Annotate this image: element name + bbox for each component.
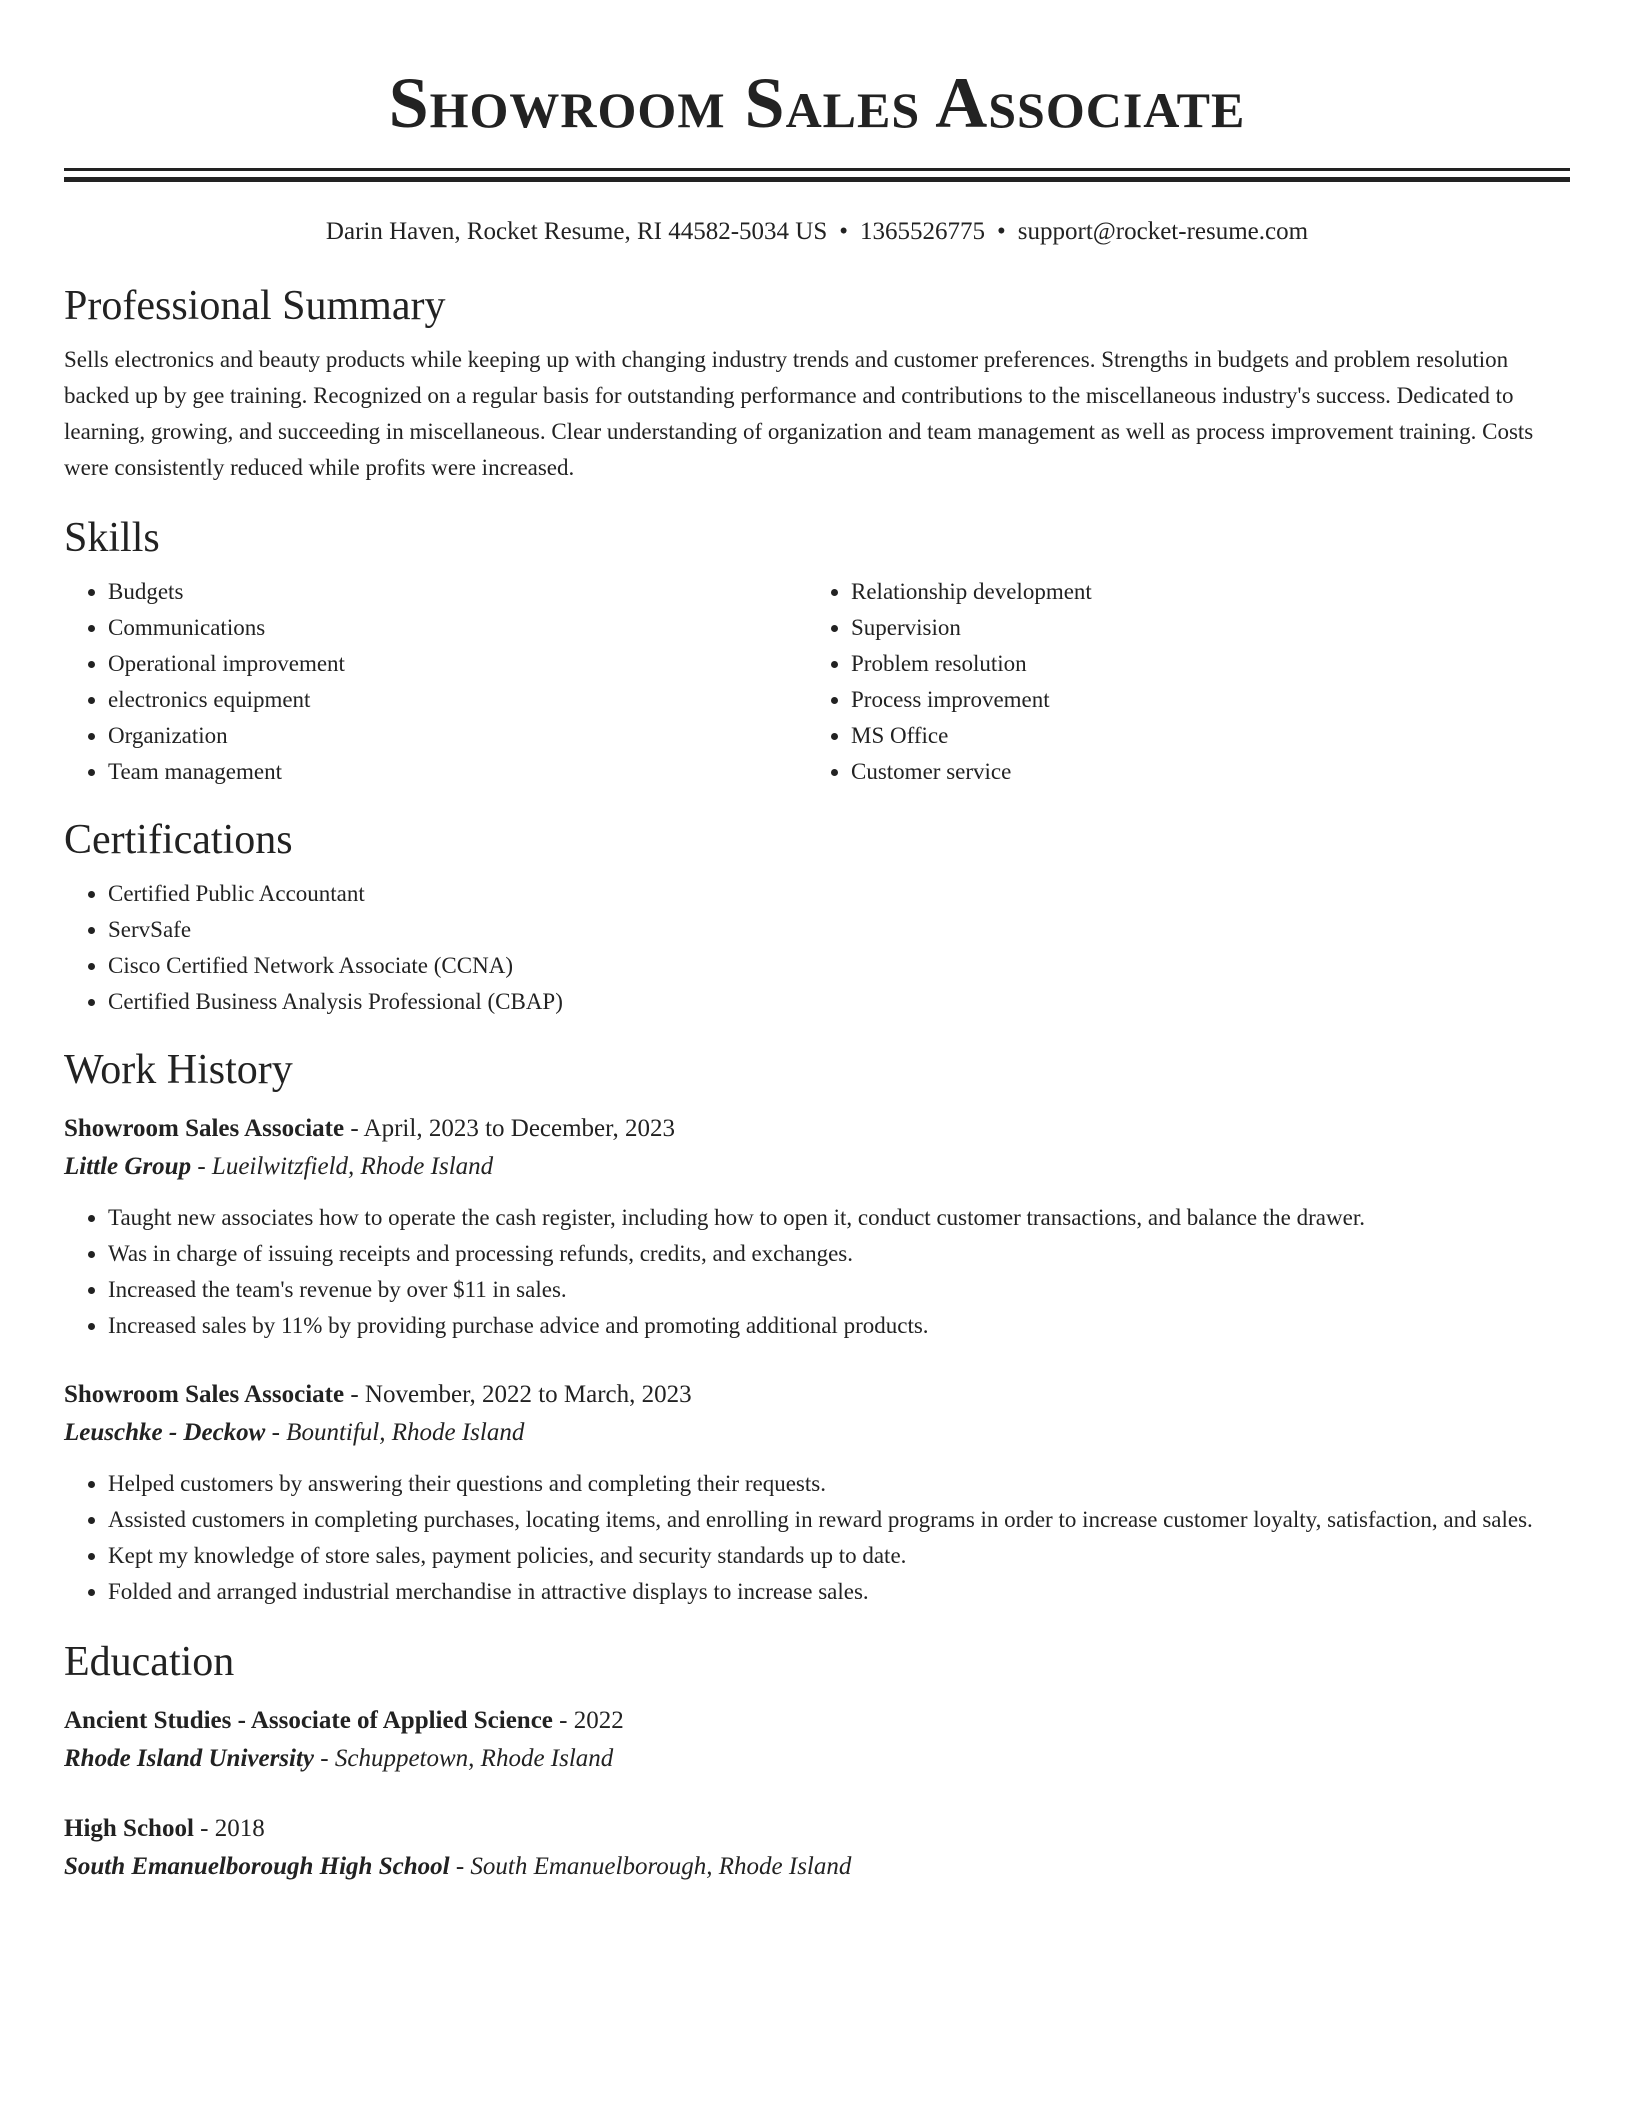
certifications-section bbox=[64, 814, 1570, 1020]
skill-item: • Budgets bbox=[108, 574, 807, 610]
summary-section bbox=[64, 280, 1570, 486]
job-bullet: • Assisted customers in completing purchases, locating items, and enrolling in reward programs in order to increase customer loyalty, satisfaction, and sales. bbox=[108, 1502, 1570, 1538]
job-entry bbox=[64, 1376, 1570, 1610]
education-entry bbox=[64, 1702, 1570, 1778]
certification-item: • Certified Public Accountant bbox=[108, 876, 1570, 912]
job-title: Showroom Sales Associate bbox=[64, 1115, 345, 1142]
education-header bbox=[64, 1810, 1570, 1848]
job-company: Leuschke - Deckow bbox=[64, 1419, 266, 1446]
skills-section bbox=[64, 512, 1570, 790]
job-dates: - November, 2022 to March, 2023 bbox=[344, 1381, 692, 1408]
education-location: - Schuppetown, Rhode Island bbox=[314, 1745, 614, 1772]
education-heading: Education bbox=[64, 1639, 235, 1685]
skills-heading: Skills bbox=[64, 515, 160, 561]
certifications-heading: Certifications bbox=[64, 817, 293, 863]
job-employer bbox=[64, 1148, 1570, 1186]
summary-heading: Professional Summary bbox=[64, 283, 446, 329]
education-year: - 2022 bbox=[552, 1707, 624, 1734]
contact-line bbox=[64, 214, 1570, 250]
job-bullet: • Helped customers by answering their questions and completing their requests. bbox=[108, 1466, 1570, 1502]
job-bullet: • Increased sales by 11% by providing purchase advice and promoting additional products. bbox=[108, 1308, 1570, 1344]
contact-phone: 1365526775 bbox=[860, 218, 985, 245]
skills-left-column bbox=[64, 574, 807, 790]
title-divider-thin bbox=[64, 168, 1570, 171]
job-header bbox=[64, 1376, 1570, 1414]
job-bullet: • Was in charge of issuing receipts and processing refunds, credits, and exchanges. bbox=[108, 1236, 1570, 1272]
skill-item: • Operational improvement bbox=[108, 646, 807, 682]
job-company: Little Group bbox=[64, 1153, 192, 1180]
work-history-heading: Work History bbox=[64, 1047, 293, 1093]
skill-item: • Supervision bbox=[851, 610, 1550, 646]
job-employer bbox=[64, 1414, 1570, 1452]
job-bullet: • Folded and arranged industrial merchandise in attractive displays to increase sales. bbox=[108, 1574, 1570, 1610]
education-year: - 2018 bbox=[193, 1815, 265, 1842]
education-school: South Emanuelborough High School bbox=[64, 1853, 450, 1880]
education-degree: Ancient Studies - Associate of Applied Science bbox=[64, 1707, 553, 1734]
job-header bbox=[64, 1110, 1570, 1148]
certification-item: • ServSafe bbox=[108, 912, 1570, 948]
education-degree: High School bbox=[64, 1815, 194, 1842]
skill-item: • Problem resolution bbox=[851, 646, 1550, 682]
skill-item: • Process improvement bbox=[851, 682, 1550, 718]
summary-text: Sells electronics and beauty products while keeping up with changing industry trends and customer preferences. Strengths in budgets and problem resolution backed up by gee training. Recognized on a regular basis for outstanding performance and contributions to the miscellaneous industry's success. Dedicated to learning, growing, and succeeding in miscellaneous. Clear understanding of organization and team management as well as process improvement training. Costs were consistently reduced while profits were increased. bbox=[64, 347, 1534, 480]
education-section bbox=[64, 1636, 1570, 1886]
skill-item: • electronics equipment bbox=[108, 682, 807, 718]
education-institution bbox=[64, 1848, 1570, 1886]
skill-item: • Relationship development bbox=[851, 574, 1550, 610]
skill-item: • Organization bbox=[108, 718, 807, 754]
job-bullet: • Kept my knowledge of store sales, payment policies, and security standards up to date. bbox=[108, 1538, 1570, 1574]
skill-item: • MS Office bbox=[851, 718, 1550, 754]
job-entry bbox=[64, 1110, 1570, 1344]
job-location: - Lueilwitzfield, Rhode Island bbox=[191, 1153, 494, 1180]
contact-address: Darin Haven, Rocket Resume, RI 44582-5034 US bbox=[325, 218, 828, 245]
title-divider-thick bbox=[64, 177, 1570, 182]
education-entry bbox=[64, 1810, 1570, 1886]
resume-page bbox=[64, 0, 1570, 1886]
job-dates: - April, 2023 to December, 2023 bbox=[344, 1115, 675, 1142]
contact-separator: • bbox=[839, 218, 848, 245]
skill-item: • Communications bbox=[108, 610, 807, 646]
skills-columns bbox=[64, 574, 1570, 790]
education-institution bbox=[64, 1740, 1570, 1778]
education-location: - South Emanuelborough, Rhode Island bbox=[449, 1853, 852, 1880]
skills-right-column bbox=[807, 574, 1550, 790]
education-header bbox=[64, 1702, 1570, 1740]
job-location: - Bountiful, Rhode Island bbox=[265, 1419, 525, 1446]
certification-item: • Cisco Certified Network Associate (CCNA) bbox=[108, 948, 1570, 984]
certification-item: • Certified Business Analysis Professional (CBAP) bbox=[108, 984, 1570, 1020]
job-bullet: • Taught new associates how to operate the cash register, including how to open it, conduct customer transactions, and balance the drawer. bbox=[108, 1200, 1570, 1236]
education-school: Rhode Island University bbox=[64, 1745, 315, 1772]
resume-title: Showroom Sales Associate bbox=[388, 63, 1246, 143]
skill-item: • Customer service bbox=[851, 754, 1550, 790]
contact-separator: • bbox=[997, 218, 1006, 245]
job-title: Showroom Sales Associate bbox=[64, 1381, 345, 1408]
contact-email: support@rocket-resume.com bbox=[1017, 218, 1309, 245]
job-bullet: • Increased the team's revenue by over $11 in sales. bbox=[108, 1272, 1570, 1308]
work-history-section bbox=[64, 1044, 1570, 1610]
skill-item: • Team management bbox=[108, 754, 807, 790]
